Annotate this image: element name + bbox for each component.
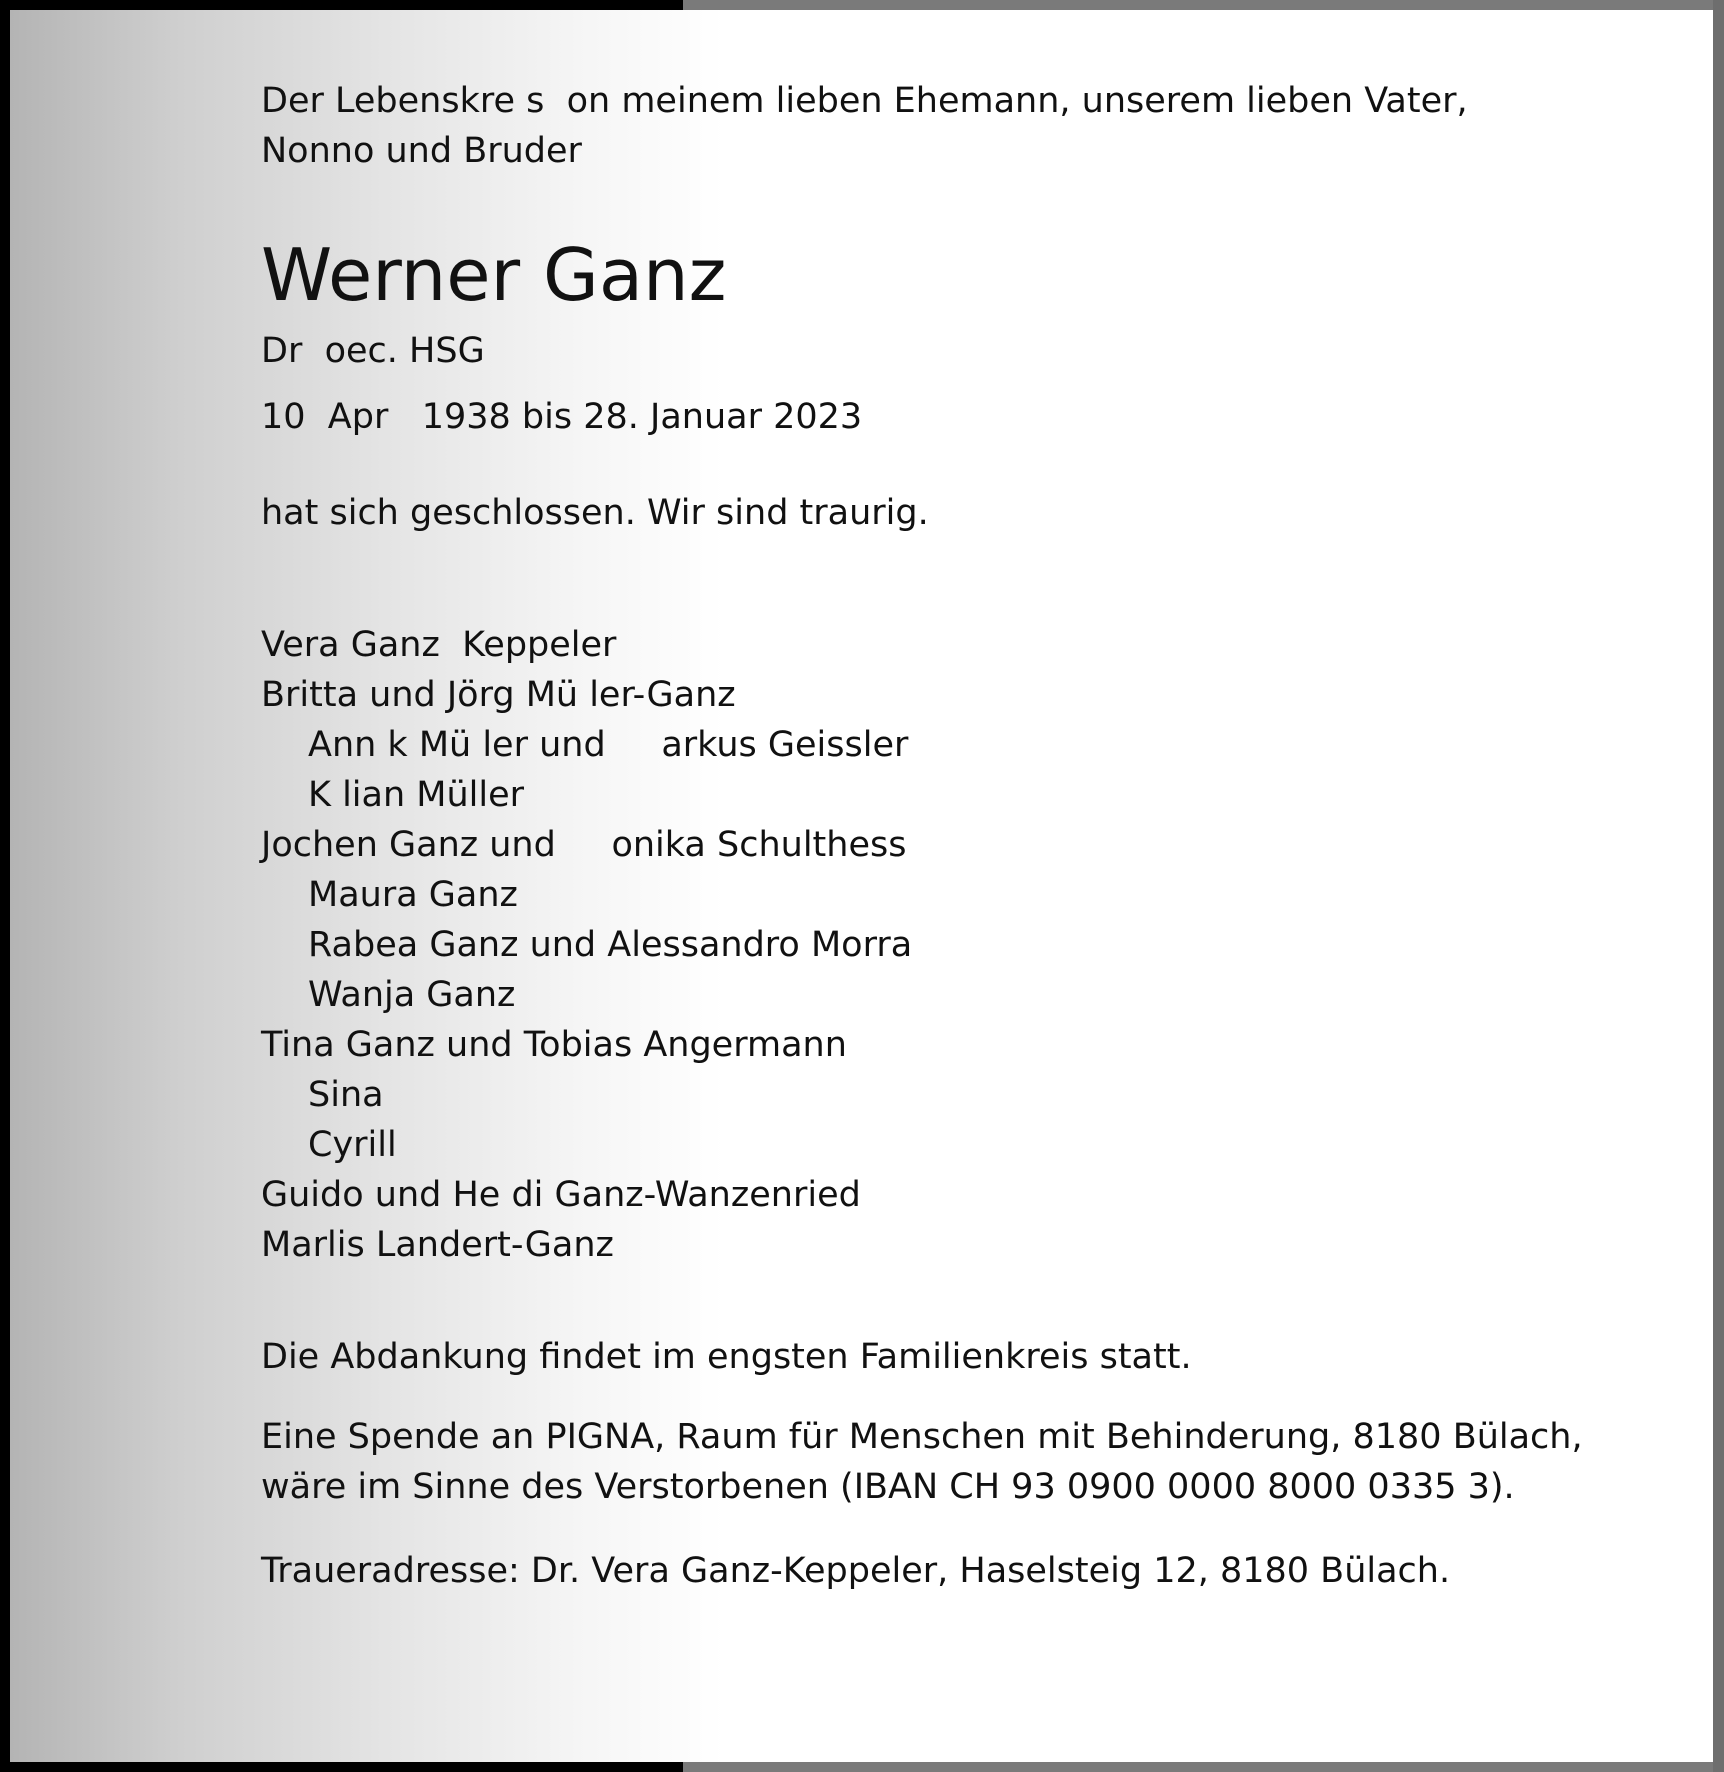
intro-line: Der Lebenskre s on meinem lieben Ehemann, unserem lieben Vater, [261,81,1468,121]
mourning-address: Traueradresse: Dr. Vera Ganz-Keppeler, Haselsteig 12, 8180 Bülach. [261,1551,1451,1591]
donation-line: wäre im Sinne des Verstorbenen (IBAN CH 93 0900 0000 8000 0335 3). [261,1467,1515,1507]
family-member: Britta und Jörg Mü ler-Ganz [261,675,736,715]
family-member: Cyrill [308,1125,397,1165]
family-member: Vera Ganz Keppeler [261,625,617,665]
frame-top-edge [683,0,1724,10]
notice-content [261,76,1661,1596]
family-member: K lian Müller [308,775,525,815]
intro-text [261,76,1661,176]
life-dates: 10 Apr 1938 bis 28. Januar 2023 [261,397,863,437]
frame-bottom-edge [683,1762,1724,1772]
donation-line: Eine Spende an PIGNA, Raum für Menschen mit Behinderung, 8180 Bülach, [261,1417,1583,1457]
ceremony-info: Die Abdankung findet im engsten Familienkreis statt. [261,1337,1192,1377]
family-member: Wanja Ganz [308,975,516,1015]
donation-info [261,1412,1661,1512]
intro-line: Nonno und Bruder [261,131,582,171]
family-member: Ann k Mü ler und arkus Geissler [308,725,909,765]
deceased-name: Werner Ganz [261,233,727,317]
family-member: Sina [308,1075,384,1115]
family-member: Maura Ganz [308,875,518,915]
family-member: Tina Ganz und Tobias Angermann [261,1025,847,1065]
frame-right-edge [1713,0,1724,1772]
closing-sentence: hat sich geschlossen. Wir sind traurig. [261,493,929,533]
family-member: Guido und He di Ganz-Wanzenried [261,1175,861,1215]
family-member: Jochen Ganz und onika Schulthess [261,825,907,865]
family-member: Rabea Ganz und Alessandro Morra [308,925,913,965]
family-member: Marlis Landert-Ganz [261,1225,614,1265]
academic-title: Dr oec. HSG [261,331,485,371]
family-list [261,620,1661,1270]
